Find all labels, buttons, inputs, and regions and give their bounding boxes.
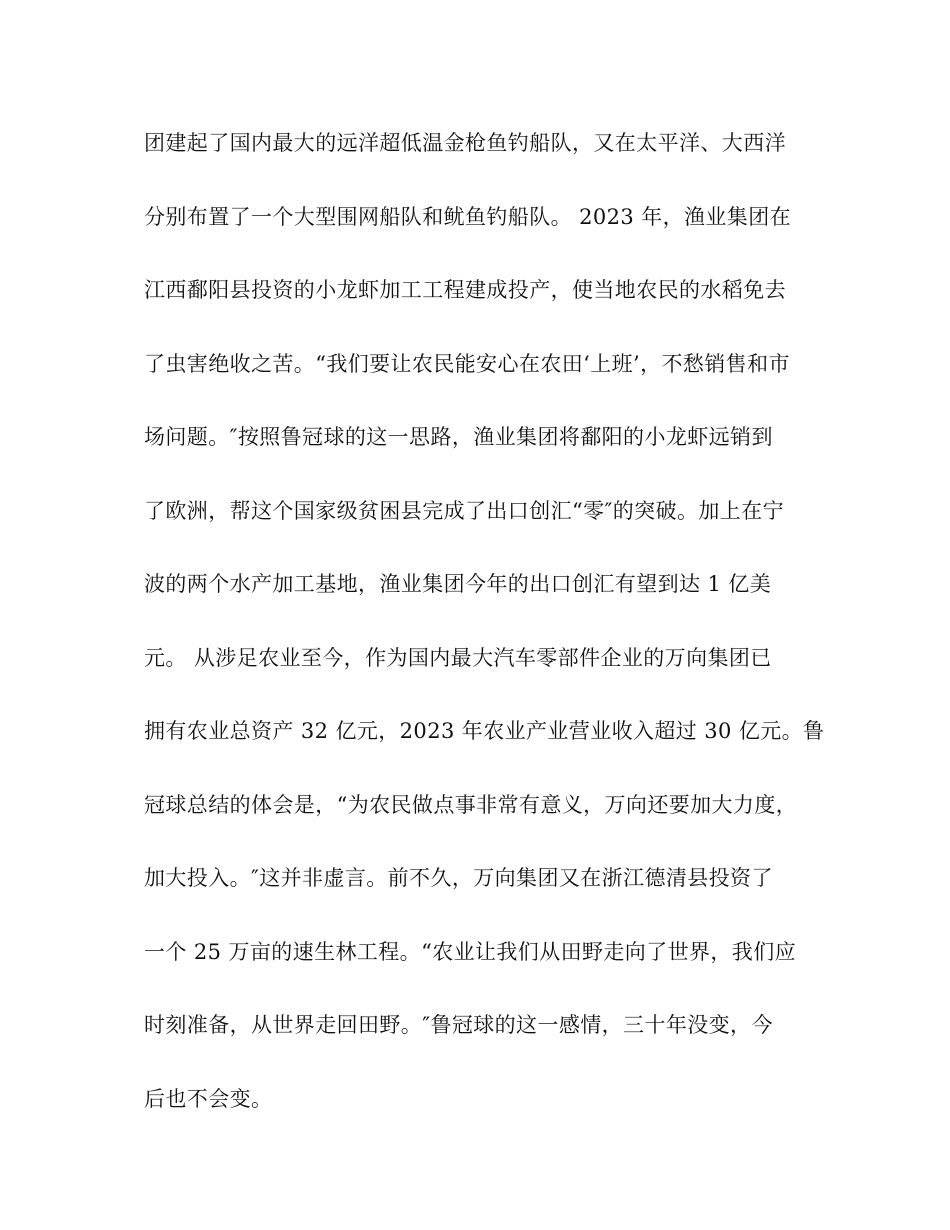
body-text <box>144 121 824 1150</box>
text-line: 江西鄱阳县投资的小龙虾加工工程建成投产，使当地农民的水稻免去 <box>144 278 786 302</box>
text-line: 分别布置了一个大型围网船队和鱿鱼钓船队。 2023 年，渔业集团在 <box>144 204 791 229</box>
text-line: 一个 25 万亩的速生林工程。“农业让我们从田野走向了世界，我们应 <box>144 939 797 964</box>
text-line: 时刻准备，从世界走回田野。″鲁冠球的这一感情，三十年没变，今 <box>144 1013 773 1037</box>
text-line: 了欧洲，帮这个国家级贫困县完成了出口创汇“零″的突破。加上在宁 <box>144 498 784 523</box>
text-line: 后也不会变。 <box>144 1086 273 1111</box>
text-line: 场问题。″按照鲁冠球的这一思路，渔业集团将鄱阳的小龙虾远销到 <box>144 425 773 449</box>
text-line: 波的两个水产加工基地，渔业集团今年的出口创汇有望到达 1 亿美 <box>144 572 772 596</box>
text-line: 了虫害绝收之苦。“我们要让农民能安心在农田‘上班’，不愁销售和市 <box>144 351 790 376</box>
text-line: 加大投入。″这并非虚言。前不久，万向集团又在浙江德清县投资了 <box>144 866 773 890</box>
text-line: 元。 从涉足农业至今，作为国内最大汽车零部件企业的万向集团已 <box>144 645 772 670</box>
text-line: 团建起了国内最大的远洋超低温金枪鱼钓船队，又在太平洋、大西洋 <box>144 131 786 155</box>
text-line: 拥有农业总资产 32 亿元，2023 年农业产业营业收入超过 30 亿元。鲁 <box>144 719 825 743</box>
text-line: 冠球总结的体会是，“为农民做点事非常有意义，万向还要加大力度， <box>144 792 798 817</box>
